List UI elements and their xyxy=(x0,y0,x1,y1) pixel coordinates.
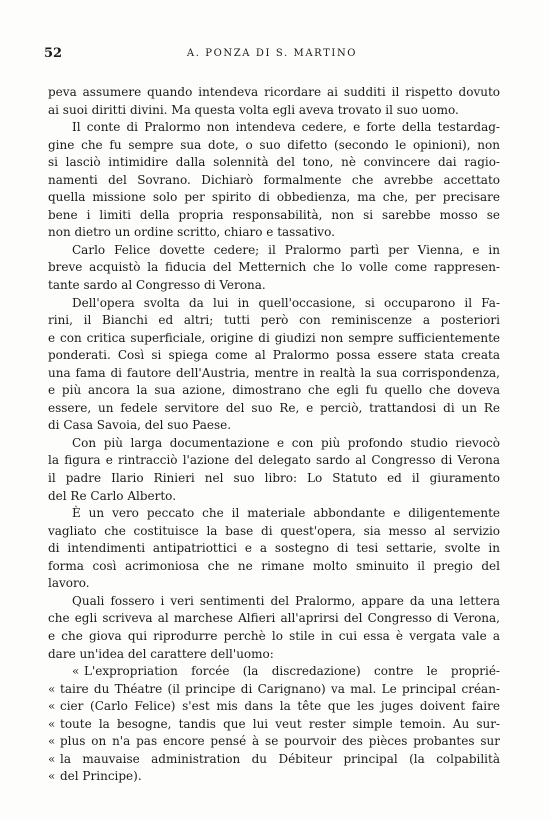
text-line: di Casa Savoia, del suo Paese. xyxy=(48,418,232,433)
quote-text: cier (Carlo Felice) s'est mis dans la tête que les juges doivent faire xyxy=(60,699,500,714)
text-line: namenti del Sovrano. Dichiarò formalmente che avrebbe accettato xyxy=(48,172,500,187)
guillemet-mark: « xyxy=(48,734,56,749)
quote-text: del Principe). xyxy=(60,769,142,784)
quote-line xyxy=(48,716,500,734)
guillemet-mark: « xyxy=(48,769,56,784)
text-line: e che giova qui riprodurre perchè lo stile in cui essa è vergata vale a xyxy=(48,628,500,643)
quote-line xyxy=(48,751,500,769)
quote-text: L'expropriation forcée (la discredazione) contre le proprié- xyxy=(84,664,500,679)
text-line: Quali fossero i veri sentimenti del Pralormo, appare da una lettera xyxy=(72,593,500,608)
quote-text: la mauvaise administration du Débiteur principal (la colpabilità xyxy=(60,751,500,766)
text-line: di intendimenti antipatriottici e a sostegno di tesi settarie, svolte in xyxy=(48,541,500,556)
guillemet-mark: « xyxy=(48,751,56,766)
text-line: essere, un fedele servitore del suo Re, e perciò, trattandosi di un Re xyxy=(48,400,500,415)
text-line: dare un'idea del carattere dell'uomo: xyxy=(48,646,274,661)
quote-text: plus on n'a pas encore pensé à se pourvoir des pièces probantes sur xyxy=(60,734,500,749)
paragraph xyxy=(48,295,500,435)
paragraph xyxy=(48,435,500,505)
text-line: del Re Carlo Alberto. xyxy=(48,488,177,503)
text-line: una fama di fautore dell'Austria, mentre in realtà la sua corrispondenza, xyxy=(48,365,500,380)
guillemet-mark: « xyxy=(48,681,56,696)
text-line: non dietro un ordine scritto, chiaro e tassativo. xyxy=(48,225,335,240)
text-line: Dell'opera svolta da lui in quell'occasione, si occuparono il Fa- xyxy=(72,295,500,310)
guillemet-mark: « xyxy=(48,716,56,731)
text-line: rini, il Bianchi ed altri; tutti però con reminiscenze a posteriori xyxy=(48,313,500,328)
text-line: tante sardo al Congresso di Verona. xyxy=(48,278,266,293)
quote-line xyxy=(48,698,500,716)
text-line: e più ancora la sua azione, dimostrano che egli fu quello che doveva xyxy=(48,383,500,398)
paragraph xyxy=(48,84,500,119)
quote-line xyxy=(48,768,500,786)
text-line: la figura e rintracciò l'azione del delegato sardo al Congresso di Verona xyxy=(48,453,500,468)
paragraph xyxy=(48,505,500,593)
body-text xyxy=(48,84,500,786)
text-line: quella missione solo per spirito di obbedienza, ma che, per precisare xyxy=(48,190,500,205)
text-line: Carlo Felice dovette cedere; il Pralormo partì per Vienna, e in xyxy=(72,242,500,257)
text-line: Il conte di Pralormo non intendeva cedere, e forte della testardag- xyxy=(72,120,500,135)
text-line: si lasciò intimidire dalla solennità del tono, nè convincere dai ragio- xyxy=(48,155,500,170)
guillemet-mark: « xyxy=(72,664,80,679)
paragraph xyxy=(48,593,500,663)
text-line: vagliato che costituisce la base di quest'opera, sia messo al servizio xyxy=(48,523,500,538)
french-quotation xyxy=(48,663,500,786)
text-line: Con più larga documentazione e con più profondo studio rievocò xyxy=(72,435,500,450)
text-line: ponderati. Così si spiega come al Pralormo possa essere stata creata xyxy=(48,348,500,363)
text-line: È un vero peccato che il materiale abbondante e diligentemente xyxy=(72,506,500,521)
text-line: lavoro. xyxy=(48,576,90,591)
text-line: ai suoi diritti divini. Ma questa volta egli aveva trovato il suo uomo. xyxy=(48,102,459,117)
quote-line xyxy=(48,663,500,681)
quote-line xyxy=(48,681,500,699)
paragraph xyxy=(48,242,500,295)
text-line: forma così acrimoniosa che ne rimane molto sminuito il pregio del xyxy=(48,558,500,573)
page-number: 52 xyxy=(44,46,63,61)
guillemet-mark: « xyxy=(48,699,56,714)
quote-text: taire du Théatre (il principe di Carignano) va mal. Le principal créan- xyxy=(60,681,500,696)
quote-line xyxy=(48,733,500,751)
text-line: peva assumere quando intendeva ricordare ai sudditi il rispetto dovuto xyxy=(48,85,500,99)
paragraph xyxy=(48,119,500,242)
quote-text: toute la besogne, tandis que lui veut rester simple temoin. Au sur- xyxy=(60,716,500,731)
running-head: A. PONZA DI S. MARTINO xyxy=(186,48,358,59)
text-line: il padre Ilario Rinieri nel suo libro: Lo Statuto ed il giuramento xyxy=(48,471,500,486)
page-header xyxy=(44,46,500,64)
text-line: e con critica superficiale, origine di giudizi non sempre sufficientemente xyxy=(48,330,500,345)
text-line: bene i limiti della propria responsabilità, non si sarebbe mosso se xyxy=(48,207,500,222)
text-line: gine che fu sempre sua dote, o suo difetto (secondo le opinioni), non xyxy=(48,137,500,152)
text-line: che egli scriveva al marchese Alfieri all'aprirsi del Congresso di Verona, xyxy=(48,611,500,626)
text-line: breve acquistò la fiducia del Metternich che lo volle come rappresen- xyxy=(48,260,500,275)
